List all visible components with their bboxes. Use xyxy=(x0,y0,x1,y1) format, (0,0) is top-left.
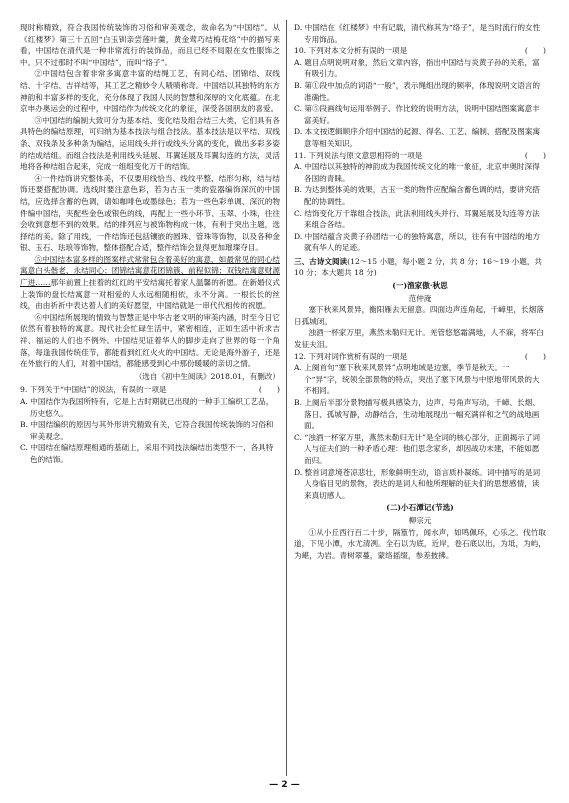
question-11-stem: 11. 下列说法与原文意思相符的一项是 xyxy=(294,150,423,160)
option-9a: A. 中国结作为我国所特有，它是上古时期就已出现的一种手工编织工艺品，历史悠久。 xyxy=(20,397,274,418)
poem-stanza-1: 塞下秋来风景异，衡阳雁去无留意。四面边声连角起，千嶂里，长烟落日孤城闭。 xyxy=(294,305,544,326)
option-10c: C. 第⑤段画线句运用举例子、作比较的说明方法，说明中国结图案寓意丰富美好。 xyxy=(294,104,540,125)
question-10-stem: 10. 下列对本文分析有误的一项是 xyxy=(294,46,408,56)
prose-paragraph-1: ①从小丘西行百二十步，隔篁竹，闻水声，如鸣佩环，心乐之。伐竹取道，下见小潭，水尤清冽。全石以为底，近岸，卷石底以出，为坻，为屿，为嵁，为岩。青树翠蔓，蒙络摇缀，参差披拂。 xyxy=(294,527,546,560)
option-9c: C. 中国结在编结原理相通的基础上，采用不同技法编结出类型不一、各具特色的结饰。 xyxy=(20,443,274,464)
passage-paragraph-5 xyxy=(20,254,280,312)
section-3-detail: (12～15 小题，每小题 2 分，共 8 分；16～19 小题，共 10 分；本大题共 18 分) xyxy=(294,256,543,278)
question-10 xyxy=(294,45,546,149)
paragraph-5-rest: 那年前置上挂着的红红的平安结寓托着家人温馨的祈愿。在新婚仪式上装饰的盘长结寓意一对相爱的人永远相随相依，永不分离。一根长长的丝线，由由祈祈中表达着人们的美好愿望，中国结就是一串代代相传的祝愿。 xyxy=(20,278,281,311)
column-divider xyxy=(286,20,287,776)
question-12-stem: 12. 下列对词作赏析有误的一项是 xyxy=(294,351,408,361)
option-9b: B. 中国结编织的原因与其外形讲究精致有关，它符合我国传统装饰的习俗和审美观念。 xyxy=(20,420,274,441)
option-10a: A. 题目点明说明对象，然后文章内容，指出中国结与炎黄子孙的关系，富有吸引力。 xyxy=(294,57,540,79)
section-3-heading xyxy=(294,256,546,279)
option-12c: C. “浊酒一杯家万里，燕然未勒归无计”是全词的核心部分，正面揭示了词人与征夫们的一种矛盾心理：他们思念家乡，却因战功未建，不能如愿而归。 xyxy=(294,432,540,465)
passage-source: （选自《初中生阅读》2018.01，有删改） xyxy=(134,371,280,381)
answer-paren: ( ) xyxy=(524,46,546,56)
poem-author: 范仲淹 xyxy=(408,293,432,303)
option-12a: A. 上阕首句“塞下秋来风景异”点明地域是边塞，季节是秋天。一个“异”字，统领全部景物的特点，突出了塞下风景与中原地带风景的大不相同。 xyxy=(294,363,540,396)
passage-paragraph-1: 现时称精致，符合我国传统装饰的习俗和审美观念，故命名为“中国结”。从《红楼梦》第三十五回“白玉钏亲尝莲叶羹，黄金莺巧结梅花络”中的描写来看，中国结在清代是一种非常流行的装饰品，而且已经不局限在女性服饰之中。只不过那时不叫“中国结”，而叫“络子”。 xyxy=(20,23,280,67)
option-11c: C. 结饰变化万千靠组合技法，此法利用线头并行、耳翼延展及勾连等方法来组合各结。 xyxy=(294,208,540,230)
passage-paragraph-3: ③中国结的编制大致可分为基本结、变化结及组合结三大类，它们具有各具特色的编结原理，可归纳为基本技法与组合技法。基本技法是以平结、双线条、双钱条及多种条为编结，运用线头并行或线头分离的变化，做出多彩多姿的结成结组。而组合技法是利用线头延展、耳翼延展及耳翼勾连的方法，灵活地将各种结组合起来，完成一组组变化万千的结饰。 xyxy=(20,115,280,172)
page-number: — 2 — xyxy=(269,780,300,790)
prose-author: 柳宗元 xyxy=(408,515,432,525)
left-column xyxy=(20,22,280,466)
passage-paragraph-2: ②中国结包含着非常多寓意丰富的结绳工艺，有同心结、团锦结、双线结、十字结、吉祥结等，其工艺之精妙令人啧啧称奇。中国结以其独特的东方神韵和丰富多样的变化，充分体现了我国人民的智慧和深厚的文化底蕴。在北京申办奥运会的过程中，中国结作为传统文化的象征，深受各国朋友的喜爱。 xyxy=(20,69,280,114)
poem-stanza-2: 浊酒一杯家万里，燕然未勒归无计。羌管悠悠霜满地，人不寐，将军白发征夫泪。 xyxy=(294,328,544,350)
question-9-stem: 9. 下列关于“中国结”的说法，有误的一项是 xyxy=(20,385,167,395)
option-11a: A. 中国结以其独特的神韵成为我国传统文化的唯一象征，北京申奥时深得各国的青睐。 xyxy=(294,162,540,183)
section-3-title: 三、古诗文阅读 xyxy=(294,256,348,266)
option-11d: D. 中国结蕴含炎黄子孙团结一心的独特寓意，所以，往有有中国结的地方就有华人的足迹。 xyxy=(294,231,541,253)
option-9d: D. 中国结在《红楼梦》中有记载，清代称其为“络子”，是当时流行的女性专用饰品。 xyxy=(294,23,541,44)
option-11b: B. 为达到整体美的效果，古玉一类的物件应配编含蓄色调的结，要讲究搭配的协调性。 xyxy=(294,185,540,206)
passage-paragraph-6: ⑥中国结所展现的情致与智慧正是中华古老文明的审美内涵，时至今日它依然有着独特的寓意。现代社会忙碌生活中，紧密相连，正如生活中祈求吉祥、福运的人们也不例外。中国结见证着华人的脚步走向了世界的每一个角落，每逢我国传统佳节，都能看到红红火火的中国结。无论是海外游子，还是在外旅行的人们，对着中国结，都能感受到心中那份暖暖的亲切之情。 xyxy=(20,312,280,369)
answer-paren: ( ) xyxy=(258,385,280,395)
right-column xyxy=(294,22,546,561)
prose-title: (二)小石潭记(节选) xyxy=(386,503,454,513)
option-12b: B. 上阕后半部分景物描写极具感染力，边声、号角声写动，千嶂、长烟、落日、孤城写静，动静结合，生动地展现出一幅充满祥和之气的战地画面。 xyxy=(294,398,540,431)
question-12 xyxy=(294,351,546,502)
option-10b: B. 第①段中加点的词语“一般”，表示绳组出现的频率，体现说明文语言的准确性。 xyxy=(294,80,540,102)
poem-title: (一)渔家傲·秋思 xyxy=(392,281,448,291)
answer-paren: ( ) xyxy=(524,150,546,160)
passage-paragraph-4: ④一件结饰讲究整体美，不仅要用线恰当、线纹平整、结形匀称，结与结饰还要搭配协调。选线时要注意色彩，若为古玉一类的瓷器编饰深沉的中国结，应选择含蓄的色调，请如咖啡色或墨绿色；若为一些色彩单调、深沉的物件编中国结，夹配些金色或银色的线，再配上一些小环节、玉翠、小珠，往往会收到意想不到的效果。结的排列应与被饰物构成一体，有利于突出主题，选择结的美。除了用线，一件结饰还包括镶嵌的圆珠、管珠等饰物，以及各种金银、玉石、珐琅等饰物，整体搭配合适，整件结饰会显得更加璀璨夺目。 xyxy=(20,173,280,253)
underlined-sentence: ⑤中国结本富多样的图案样式常常包含着美好的寓意，如最常见的同心结寓意白头偕老、永结同心；团锦结寓意花团锦簇、前程似锦；双钱结寓意财源广进…… xyxy=(20,254,280,288)
answer-paren: ( ) xyxy=(524,351,546,361)
option-12d: D. 整首词意境苍凉悲壮，形象鲜明生动，语言质朴凝练。词中描写的是词人身临目见的景物，表达的是词人和他所理解的征夫们的思想感情，读来真切感人。 xyxy=(294,467,541,500)
option-10d: D. 本文按逻辑顺序介绍中国结的起源、得名、工艺、编制、搭配及图案寓意等相关知识。 xyxy=(294,127,541,148)
question-11 xyxy=(294,150,546,254)
question-9 xyxy=(20,384,280,465)
